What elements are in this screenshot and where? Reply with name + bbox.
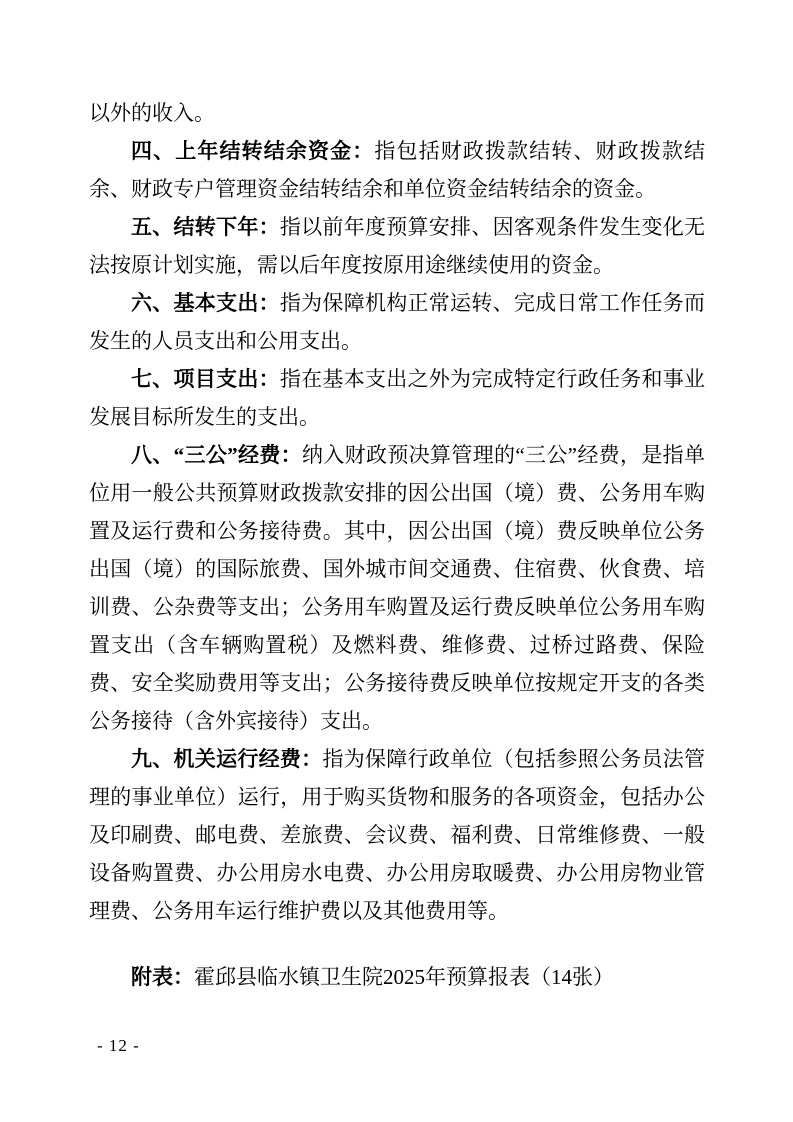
page-number: - 12 -	[97, 1036, 140, 1055]
paragraph-text: 指以前年度预算安排、因客观条件发生变化无法按原计划实施，需以后年度按原用途继续使用的资金。	[89, 215, 706, 277]
appendix-line	[89, 958, 705, 996]
appendix-lead: 附表：	[131, 965, 194, 989]
document-body	[89, 94, 705, 996]
paragraph-lead: 八、“三公”经费：	[131, 443, 303, 467]
paragraph-text: 纳入财政预决算管理的“三公”经费，是指单位用一般公共预算财政拨款安排的因公出国（境）费、公务用车购置及运行费和公务接待费。其中，因公出国（境）费反映单位公务出国（境）的国际旅费、国外城市间交通费、住宿费、伙食费、培训费、公杂费等支出；公务用车购置及运行费反映单位公务用车购置支出（含车辆购置税）及燃料费、维修费、过桥过路费、保险费、安全奖励费用等支出；公务接待费反映单位按规定开支的各类公务接待（含外宾接待）支出。	[89, 443, 706, 733]
paragraph-definition-8	[89, 436, 705, 740]
paragraph-definition-5	[89, 208, 705, 284]
paragraph-definition-9	[89, 740, 705, 930]
paragraph-text: 指为保障行政单位（包括参照公务员法管理的事业单位）运行，用于购买货物和服务的各项资金，包括办公及印刷费、邮电费、差旅费、会议费、福利费、日常维修费、一般设备购置费、办公用房水电费、办公用房取暖费、办公用房物业管理费、公务用车运行维护费以及其他费用等。	[89, 747, 706, 923]
paragraph-lead: 七、项目支出：	[131, 367, 280, 391]
paragraph-text: 以外的收入。	[89, 101, 215, 125]
paragraph-continuation	[89, 94, 705, 132]
paragraph-definition-4	[89, 132, 705, 208]
paragraph-lead: 六、基本支出：	[131, 291, 280, 315]
paragraph-lead: 四、上年结转结余资金：	[131, 139, 375, 163]
paragraph-text: 指在基本支出之外为完成特定行政任务和事业发展目标所发生的支出。	[89, 367, 706, 429]
paragraph-lead: 五、结转下年：	[131, 215, 280, 239]
paragraph-text: 指包括财政拨款结转、财政拨款结余、财政专户管理资金结转结余和单位资金结转结余的资金。	[89, 139, 706, 201]
paragraph-definition-6	[89, 284, 705, 360]
paragraph-definition-7	[89, 360, 705, 436]
appendix-text: 霍邱县临水镇卫生院2025年预算报表（14张）	[194, 965, 614, 989]
paragraph-text: 指为保障机构正常运转、完成日常工作任务而发生的人员支出和公用支出。	[89, 291, 706, 353]
paragraph-lead: 九、机关运行经费：	[131, 747, 323, 771]
